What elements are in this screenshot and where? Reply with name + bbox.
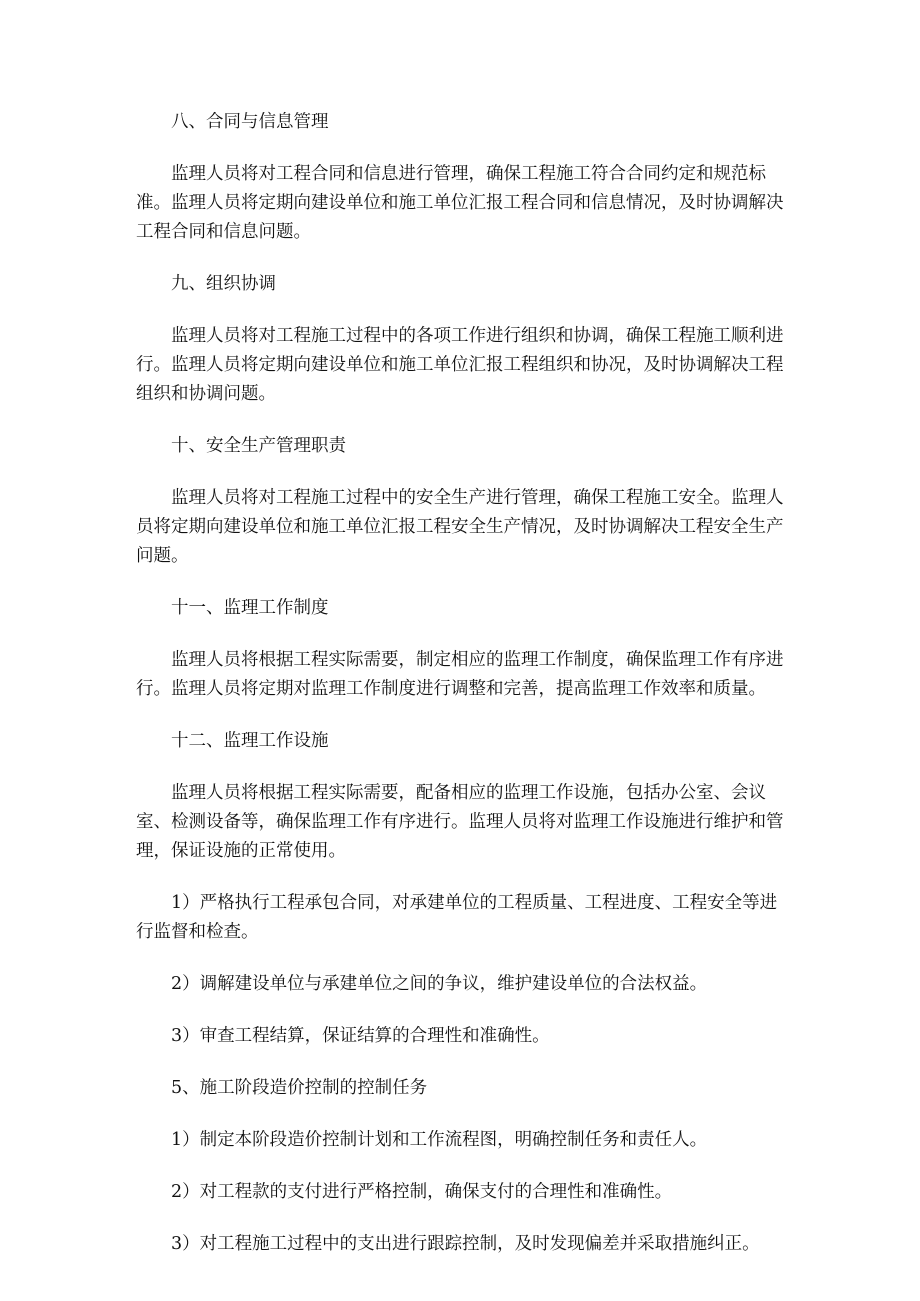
paragraph-contract-info: 监理人员将对工程合同和信息进行管理，确保工程施工符合合同约定和规范标准。监理人员将定期向建设单位和施工单位汇报工程合同和信息情况，及时协调解决工程合同和信息问题。 (136, 164, 784, 242)
list-item-contract-supervision: 1）严格执行工程承包合同，对承建单位的工程质量、工程进度、工程安全等进行监督和检查。 (136, 893, 778, 942)
list-item-settlement-review: 3）审查工程结算，保证结算的合理性和准确性。 (171, 1026, 550, 1046)
list-item-expense-tracking: 3）对工程施工过程中的支出进行跟踪控制，及时发现偏差并采取措施纠正。 (171, 1234, 760, 1254)
list-item-payment-control: 2）对工程款的支付进行严格控制，确保支付的合理性和准确性。 (171, 1182, 673, 1202)
paragraph-facilities: 监理人员将根据工程实际需要，配备相应的监理工作设施，包括办公室、会议室、检测设备等，确保监理工作有序进行。监理人员将对监理工作设施进行维护和管理，保证设施的正常使用。 (136, 783, 784, 861)
section-heading-safety: 十、安全生产管理职责 (171, 436, 346, 456)
document-page (136, 108, 784, 1282)
list-item-dispute-mediation: 2）调解建设单位与承建单位之间的争议，维护建设单位的合法权益。 (171, 974, 708, 994)
section-heading-coordination: 九、组织协调 (171, 274, 276, 294)
section-heading-cost-control: 5、施工阶段造价控制的控制任务 (171, 1078, 428, 1098)
paragraph-work-system: 监理人员将根据工程实际需要，制定相应的监理工作制度，确保监理工作有序进行。监理人员将定期对监理工作制度进行调整和完善，提高监理工作效率和质量。 (136, 650, 784, 699)
paragraph-safety: 监理人员将对工程施工过程中的安全生产进行管理，确保工程施工安全。监理人员将定期向建设单位和施工单位汇报工程安全生产情况，及时协调解决工程安全生产问题。 (136, 488, 784, 566)
section-heading-contract-info: 八、合同与信息管理 (171, 112, 329, 132)
paragraph-coordination: 监理人员将对工程施工过程中的各项工作进行组织和协调，确保工程施工顺利进行。监理人员将定期向建设单位和施工单位汇报工程组织和协况，及时协调解决工程组织和协调问题。 (136, 326, 784, 404)
section-heading-work-system: 十一、监理工作制度 (171, 598, 329, 618)
section-heading-facilities: 十二、监理工作设施 (171, 731, 329, 751)
list-item-cost-plan: 1）制定本阶段造价控制计划和工作流程图，明确控制任务和责任人。 (171, 1130, 708, 1150)
